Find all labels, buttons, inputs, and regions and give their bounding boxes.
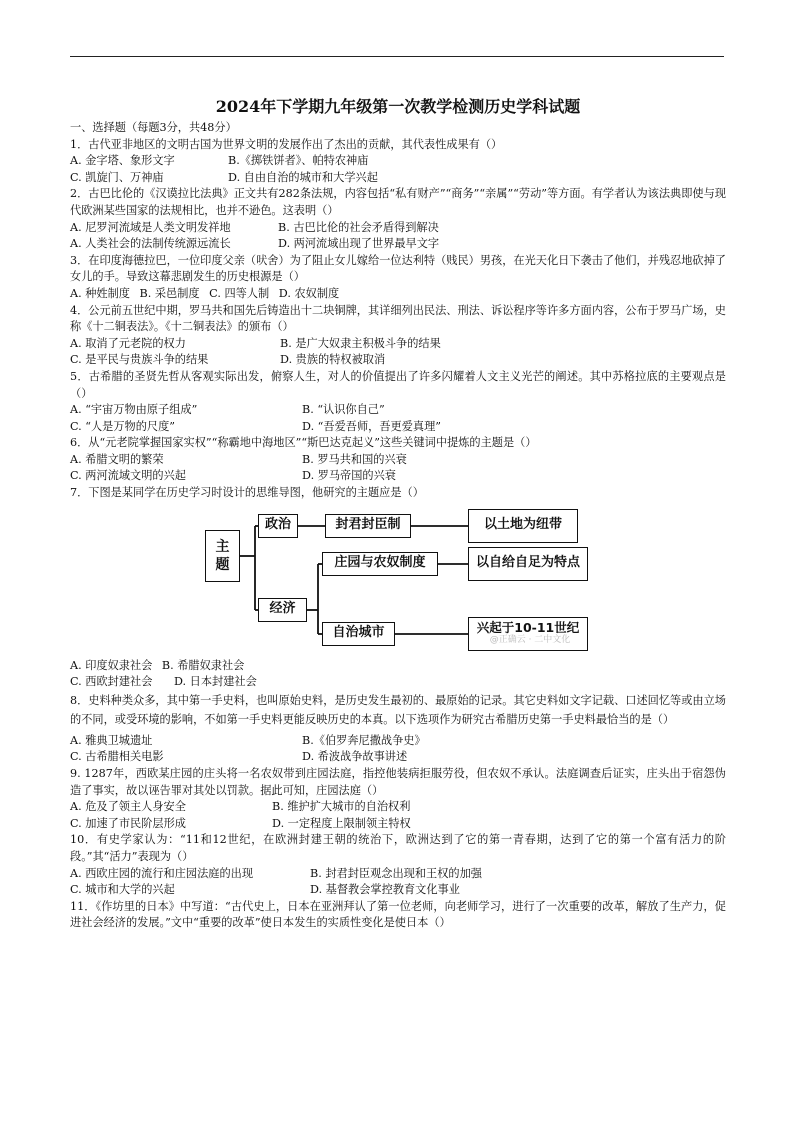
q1-option-b: B.《掷铁饼者》、帕特农神庙 <box>228 154 369 168</box>
q9-option-d: D. 一定程度上限制领主特权 <box>272 816 411 830</box>
topic-char-1: 主 <box>215 538 230 555</box>
q1-option-a: A. 金字塔、象形文字 <box>70 154 175 168</box>
q6-option-a: A. 希腊文明的繁荣 <box>70 452 164 466</box>
q10-option-b: B. 封君封臣观念出现和王权的加强 <box>310 866 482 880</box>
mind-map-feudal-note: 以土地为纽带 <box>468 509 578 543</box>
question-3-stem: 3．在印度海德拉巴，一位印度父亲（吠舍）为了阻止女儿嫁给一位达利特（贱民）男孩，在光天化日下袭击了他们，并残忍地砍掉了女儿的手。导致这幕悲剧发生的历史根源是（） <box>70 253 726 284</box>
watermark-text: @正确云 · 二中文化 <box>489 634 571 645</box>
q7-option-a: A. 印度奴隶社会 <box>70 658 153 672</box>
question-5-stem: 5．古希腊的圣贤先哲从客观实际出发，俯察人生，对人的价值提出了许多闪耀着人文主义光芒的阐述。其中苏格拉底的主要观点是（） <box>70 369 726 400</box>
q1-option-c: C. 凯旋门、万神庙 <box>70 170 164 184</box>
q3-option-a: A. 种姓制度 <box>70 286 130 300</box>
q5-option-a: A. “宇宙万物由原子组成” <box>70 403 198 417</box>
q7-option-c: C. 西欧封建社会 <box>70 675 153 689</box>
topic-char-2: 题 <box>215 556 230 573</box>
q3-option-c: C. 四等人制 <box>209 286 270 300</box>
mind-map-city: 自治城市 <box>322 622 395 646</box>
question-6-stem: 6．从“元老院掌握国家实权”“称霸地中海地区”“斯巴达克起义”这些关键词中提炼的主题是（） <box>70 436 537 450</box>
q6-option-c: C. 两河流域文明的兴起 <box>70 469 186 483</box>
question-2-options <box>70 220 726 253</box>
mind-map-city-note <box>468 617 588 651</box>
question-7-options-row1 <box>70 658 726 675</box>
q8-option-d: D. 希波战争故事讲述 <box>302 750 408 764</box>
mind-map-feudal-system: 封君封臣制 <box>325 514 411 538</box>
question-4-stem: 4．公元前五世纪中期，罗马共和国先后铸造出十二块铜牌，其详细列出民法、刑法、诉讼程序等许多方面内容，公布于罗马广场，史称《十二铜表法》。《十二铜表法》的颁布（） <box>70 303 726 334</box>
q4-option-b: B. 是广大奴隶主积极斗争的结果 <box>280 336 441 350</box>
q9-option-a: A. 危及了领主人身安全 <box>70 800 186 814</box>
q2-option-a: A. 尼罗河流域是人类文明发祥地 <box>70 220 231 234</box>
question-3-options <box>70 286 726 303</box>
question-9-stem: 9. 1287年，西欧某庄园的庄头将一名农奴带到庄园法庭，指控他装病拒服劳役，但农奴不承认。法庭调查后证实，庄头出于宿怨伪造了事实，故以诬告罪对其处以罚款。据此可知，庄园法庭（） <box>70 767 726 797</box>
q9-option-c: C. 加速了市民阶层形成 <box>70 816 186 830</box>
question-7-stem: 7．下图是某同学在历史学习时设计的思维导图，他研究的主题应是（） <box>70 486 424 500</box>
exam-title: 2024年下学期九年级第一次教学检测历史学科试题 <box>215 97 581 116</box>
question-10-options <box>70 866 726 899</box>
question-11-stem: 11．《作坊里的日本》中写道：“古代史上，日本在亚洲拜认了第一位老师，向老师学习，进行了一次重要的改革，解放了生产力，促进社会经济的发展。”文中“重要的改革”使日本发生的实质性变化是使日本（） <box>70 899 726 930</box>
question-8-stem: 8．史料种类众多，其中第一手史料，也叫原始史料，是历史发生最初的、最原始的记录。其它史料如文字记载、口述回忆等或由立场的不同，或受环境的影响，不如第一手史料更能反映历史的本真。以下选项作为研究古希腊历史第一手史料最恰当的是（） <box>70 693 726 726</box>
question-10-stem: 10．有史学家认为：“11和12世纪，在欧洲封建王朝的统治下，欧洲达到了它的第一青春期，达到了它的第一个富有活力的阶段。”其“活力”表现为（） <box>70 833 726 863</box>
q3-option-b: B. 采邑制度 <box>139 286 200 300</box>
question-5-options <box>70 402 726 435</box>
q8-option-c: C. 古希腊相关电影 <box>70 750 164 764</box>
mind-map-topic <box>205 530 240 582</box>
question-7-options-row2 <box>70 674 726 691</box>
q4-option-a: A. 取消了元老院的权力 <box>70 336 186 350</box>
question-9-options <box>70 799 726 832</box>
q8-option-b: B.《伯罗奔尼撒战争史》 <box>302 733 426 747</box>
q2-option-c: A. 人类社会的法制传统源远流长 <box>70 237 231 251</box>
question-1-options <box>70 153 726 186</box>
q10-option-c: C. 城市和大学的兴起 <box>70 883 175 897</box>
q10-option-a: A. 西欧庄园的流行和庄园法庭的出现 <box>70 866 254 880</box>
question-8-options <box>70 733 726 766</box>
city-note-text: 兴起于10-11世纪 <box>476 619 580 635</box>
header-rule <box>70 56 724 57</box>
q2-option-b: B. 古巴比伦的社会矛盾得到解决 <box>278 220 439 234</box>
mind-map-politics: 政治 <box>258 514 298 538</box>
mind-map-economy: 经济 <box>258 598 307 622</box>
q5-option-d: D. “吾爱吾师，吾更爱真理” <box>302 419 441 433</box>
q7-option-b: B. 希腊奴隶社会 <box>161 658 245 672</box>
q5-option-b: B. “认识你自己” <box>302 403 385 417</box>
q2-option-d: D. 两河流域出现了世界最早文字 <box>278 237 440 251</box>
q9-option-b: B. 维护扩大城市的自治权利 <box>272 800 411 814</box>
q7-option-d: D. 日本封建社会 <box>173 675 257 689</box>
exam-page <box>70 96 726 932</box>
q6-option-d: D. 罗马帝国的兴衰 <box>302 469 396 483</box>
q3-option-d: D. 农奴制度 <box>278 286 340 300</box>
q5-option-c: C. “人是万物的尺度” <box>70 419 176 433</box>
q10-option-d: D. 基督教会掌控教育文化事业 <box>310 883 460 897</box>
q4-option-c: C. 是平民与贵族斗争的结果 <box>70 353 209 367</box>
question-1-stem: 1．古代亚非地区的文明古国为世界文明的发展作出了杰出的贡献，其代表性成果有（） <box>70 137 503 151</box>
question-4-options <box>70 336 726 369</box>
question-6-options <box>70 452 726 485</box>
question-2-stem: 2．古巴比伦的《汉谟拉比法典》正文共有282条法规，内容包括“私有财产”“商务”“亲属”“劳动”等方面。有学者认为该法典即使与现代欧洲某些国家的法规相比，也并不逊色。这表明（） <box>70 187 726 217</box>
mind-map-manor-system: 庄园与农奴制度 <box>322 552 438 576</box>
section-heading: 一、选择题（每题3分，共48分） <box>70 121 237 134</box>
mind-map-manor-note: 以自给自足为特点 <box>468 547 588 581</box>
q6-option-b: B. 罗马共和国的兴衰 <box>302 452 407 466</box>
mind-map-diagram <box>70 506 726 656</box>
q8-option-a: A. 雅典卫城遗址 <box>70 733 153 747</box>
q1-option-d: D. 自由自治的城市和大学兴起 <box>228 170 378 184</box>
q4-option-d: D. 贵族的特权被取消 <box>280 353 386 367</box>
